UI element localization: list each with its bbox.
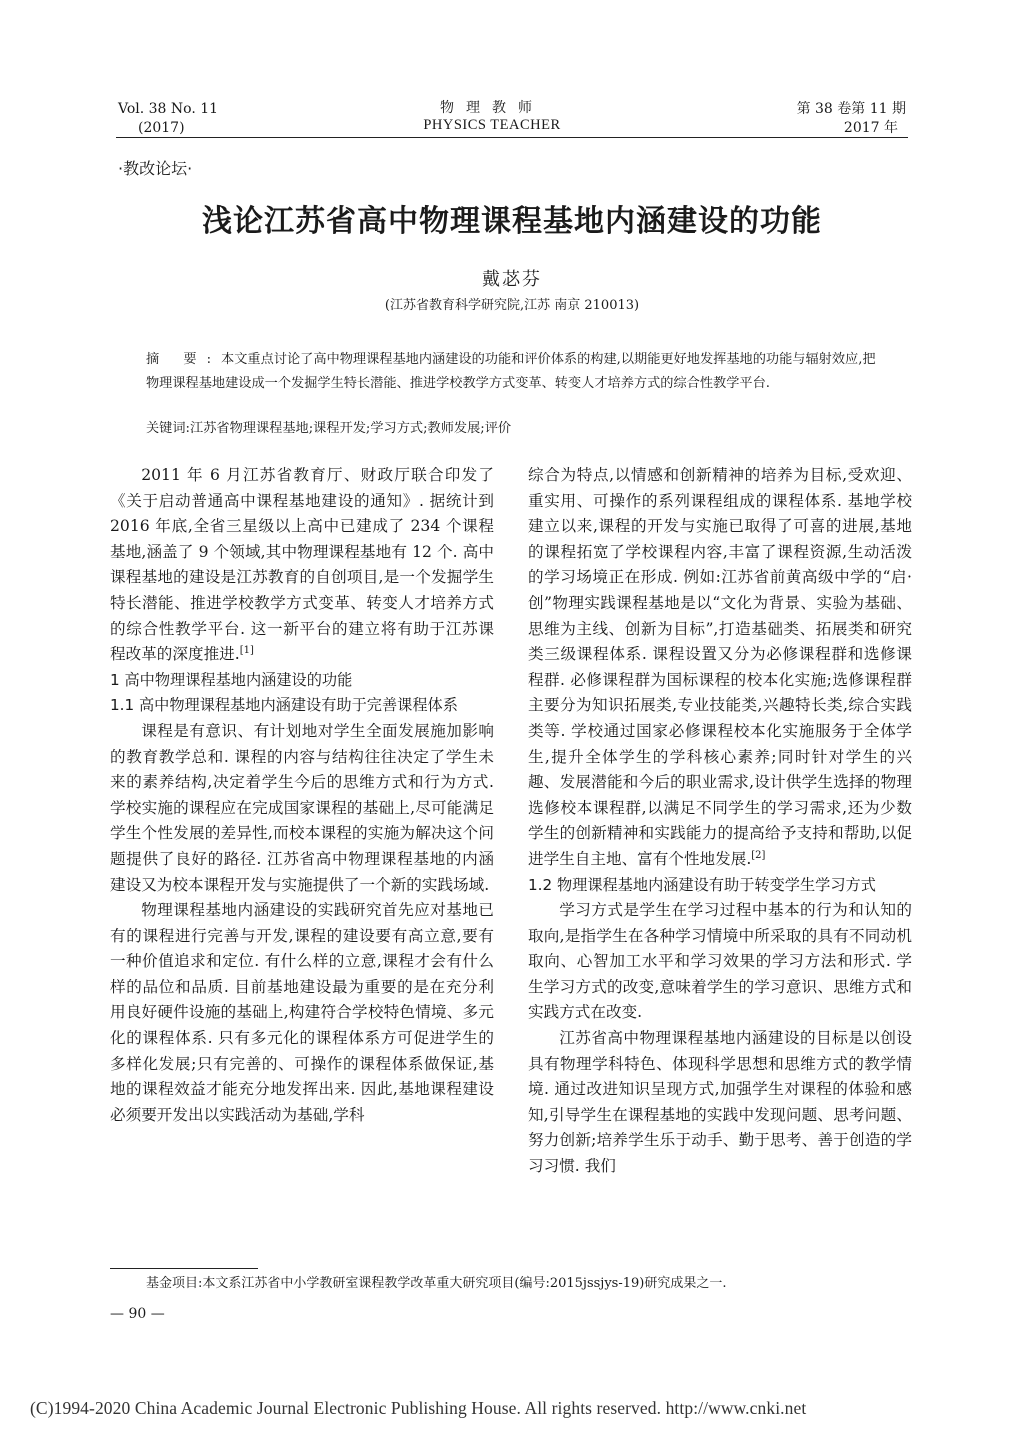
abstract xyxy=(146,348,886,396)
affiliation: (江苏省教育科学研究院,江苏 南京 210013) xyxy=(384,298,640,313)
footnote-divider xyxy=(110,1268,258,1269)
header-right xyxy=(770,100,906,138)
column-label: ·教改论坛· xyxy=(118,159,193,178)
keywords xyxy=(146,418,886,440)
year-cn: 2017 年 xyxy=(843,120,898,136)
journal-name-cn: 物理教师 xyxy=(440,100,544,116)
paragraph-text: 2011 年 6 月江苏省教育厅、财政厅联合印发了《关于启动普通高中课程基地建设的通知》. 据统计到 2016 年底,全省三星级以上高中已建成了 234 个课程基地,涵盖了 9 个领域,其中物理课程基地有 12 个. 高中课程基地的建设是江苏教育的自创项目,是一个发掘学生特长潜能、推进学校教学方式变革、转变人才培养方式的综合性教学平台. 这一新平台的建立将有助于江苏课程改革的深度推进. xyxy=(110,466,494,664)
header-left xyxy=(118,100,218,138)
abstract-label: 摘 要: xyxy=(146,352,222,367)
journal-name-en: PHYSICS TEACHER xyxy=(423,117,561,133)
subsection-heading: 1.2 物理课程基地内涵建设有助于转变学生学习方式 xyxy=(528,875,876,894)
keywords-label: 关键词: xyxy=(146,421,191,436)
paragraph xyxy=(528,463,912,873)
paragraph-text: 综合为特点,以情感和创新精神的培养为目标,受欢迎、重实用、可操作的系列课程组成的课程体系. 基地学校建立以来,课程的开发与实施已取得了可喜的进展,基地的课程拓宽了学校课程内容,丰富了课程资源,生动活泼的学习场境正在形成. 例如:江苏省前黄高级中学的“启·创”物理实践课程基地是以“文化为背景、实验为基础、思维为主线、创新为目标”,打造基础类、拓展类和研究类三级课程体系. 课程设置又分为必修课程群和选修课程群. 必修课程群为国标课程的校本化实施;选修课程群主要分为知识拓展类,专业技能类,兴趣特长类,综合实践类等. 学校通过国家必修课程校本化实施服务于全体学生,提升全体学生的学科核心素养;同时针对学生的兴趣、发展潜能和今后的职业需求,设计供学生选择的物理选修校本课程群,以满足不同学生的学习需求,还为少数学生的创新精神和实践能力的提高给予支持和帮助,以促进学生自主地、富有个性地发展. xyxy=(528,466,912,868)
body-column-right xyxy=(528,463,912,1180)
volume-issue-cn: 第 38 卷第 11 期 xyxy=(796,101,906,117)
section-heading: 1 高中物理课程基地内涵建设的功能 xyxy=(110,670,353,689)
paragraph: 江苏省高中物理课程基地内涵建设的目标是以创设具有物理学科特色、体现科学思想和思维方式的教学情境. 通过改进知识呈现方式,加强学生对课程的体验和感知,引导学生在课程基地的实践中发现问题、思考问题、努力创新;培养学生乐于动手、勤于思考、善于创造的学习习惯. 我们 xyxy=(528,1029,912,1176)
citation-ref[interactable]: [2] xyxy=(751,849,766,861)
author: 戴苾芬 xyxy=(482,269,542,290)
abstract-text: 本文重点讨论了高中物理课程基地内涵建设的功能和评价体系的构建,以期能更好地发挥基地的功能与辐射效应,把物理课程基地建设成一个发掘学生特长潜能、推进学校教学方式变革、转变人才培养方式的综合性教学平台. xyxy=(146,352,876,391)
body-column-left xyxy=(110,463,494,1128)
subsection-heading: 1.1 高中物理课程基地内涵建设有助于完善课程体系 xyxy=(110,696,458,715)
header-divider xyxy=(116,137,908,138)
citation-ref[interactable]: [1] xyxy=(239,644,254,656)
paragraph: 课程是有意识、有计划地对学生全面发展施加影响的教育教学总和. 课程的内容与结构往往决定了学生未来的素养结构,决定着学生今后的思维方式和行为方式. 学校实施的课程应在完成国家课程的基础上,尽可能满足学生个性发展的差异性,而校本课程的实施为解决这个问题提供了良好的路径. 江苏省高中物理课程基地的内涵建设又为校本课程开发与实施提供了一个新的实践场域. xyxy=(110,721,494,894)
volume-issue: Vol. 38 No. 11 xyxy=(118,101,219,117)
page-title: 浅论江苏省高中物理课程基地内涵建设的功能 xyxy=(202,204,822,239)
paragraph: 学习方式是学生在学习过程中基本的行为和认知的取向,是指学生在各种学习情境中所采取的具有不同动机取向、心智加工水平和学习效果的学习方法和形式. 学生学习方式的改变,意味着学生的学习意识、思维方式和实践方式在改变. xyxy=(528,901,912,1022)
page-number: — 90 — xyxy=(110,1306,165,1322)
journal-name xyxy=(392,100,592,134)
copyright-notice: (C)1994-2020 China Academic Journal Electronic Publishing House. All rights reserved. http://www.cnki.net xyxy=(30,1398,807,1418)
paragraph: 物理课程基地内涵建设的实践研究首先应对基地已有的课程进行完善与开发,课程的建设要有高立意,要有一种价值追求和定位. 有什么样的立意,课程才会有什么样的品位和品质. 目前基地建设最为重要的是在充分利用良好硬件设施的基础上,构建符合学校特色情境、多元化的课程体系. 只有多元化的课程体系方可促进学生的多样化发展;只有完善的、可操作的课程体系做保证,基地的课程效益才能充分地发挥出来. 因此,基地课程建设必须要开发出以实践活动为基础,学科 xyxy=(110,901,494,1124)
paragraph xyxy=(110,463,494,668)
keywords-text: 江苏省物理课程基地;课程开发;学习方式;教师发展;评价 xyxy=(190,421,512,436)
funding-footnote: 基金项目:本文系江苏省中小学教研室课程教学改革重大研究项目(编号:2015jssjys-19)研究成果之一. xyxy=(146,1276,727,1291)
year-paren: (2017) xyxy=(138,120,185,136)
